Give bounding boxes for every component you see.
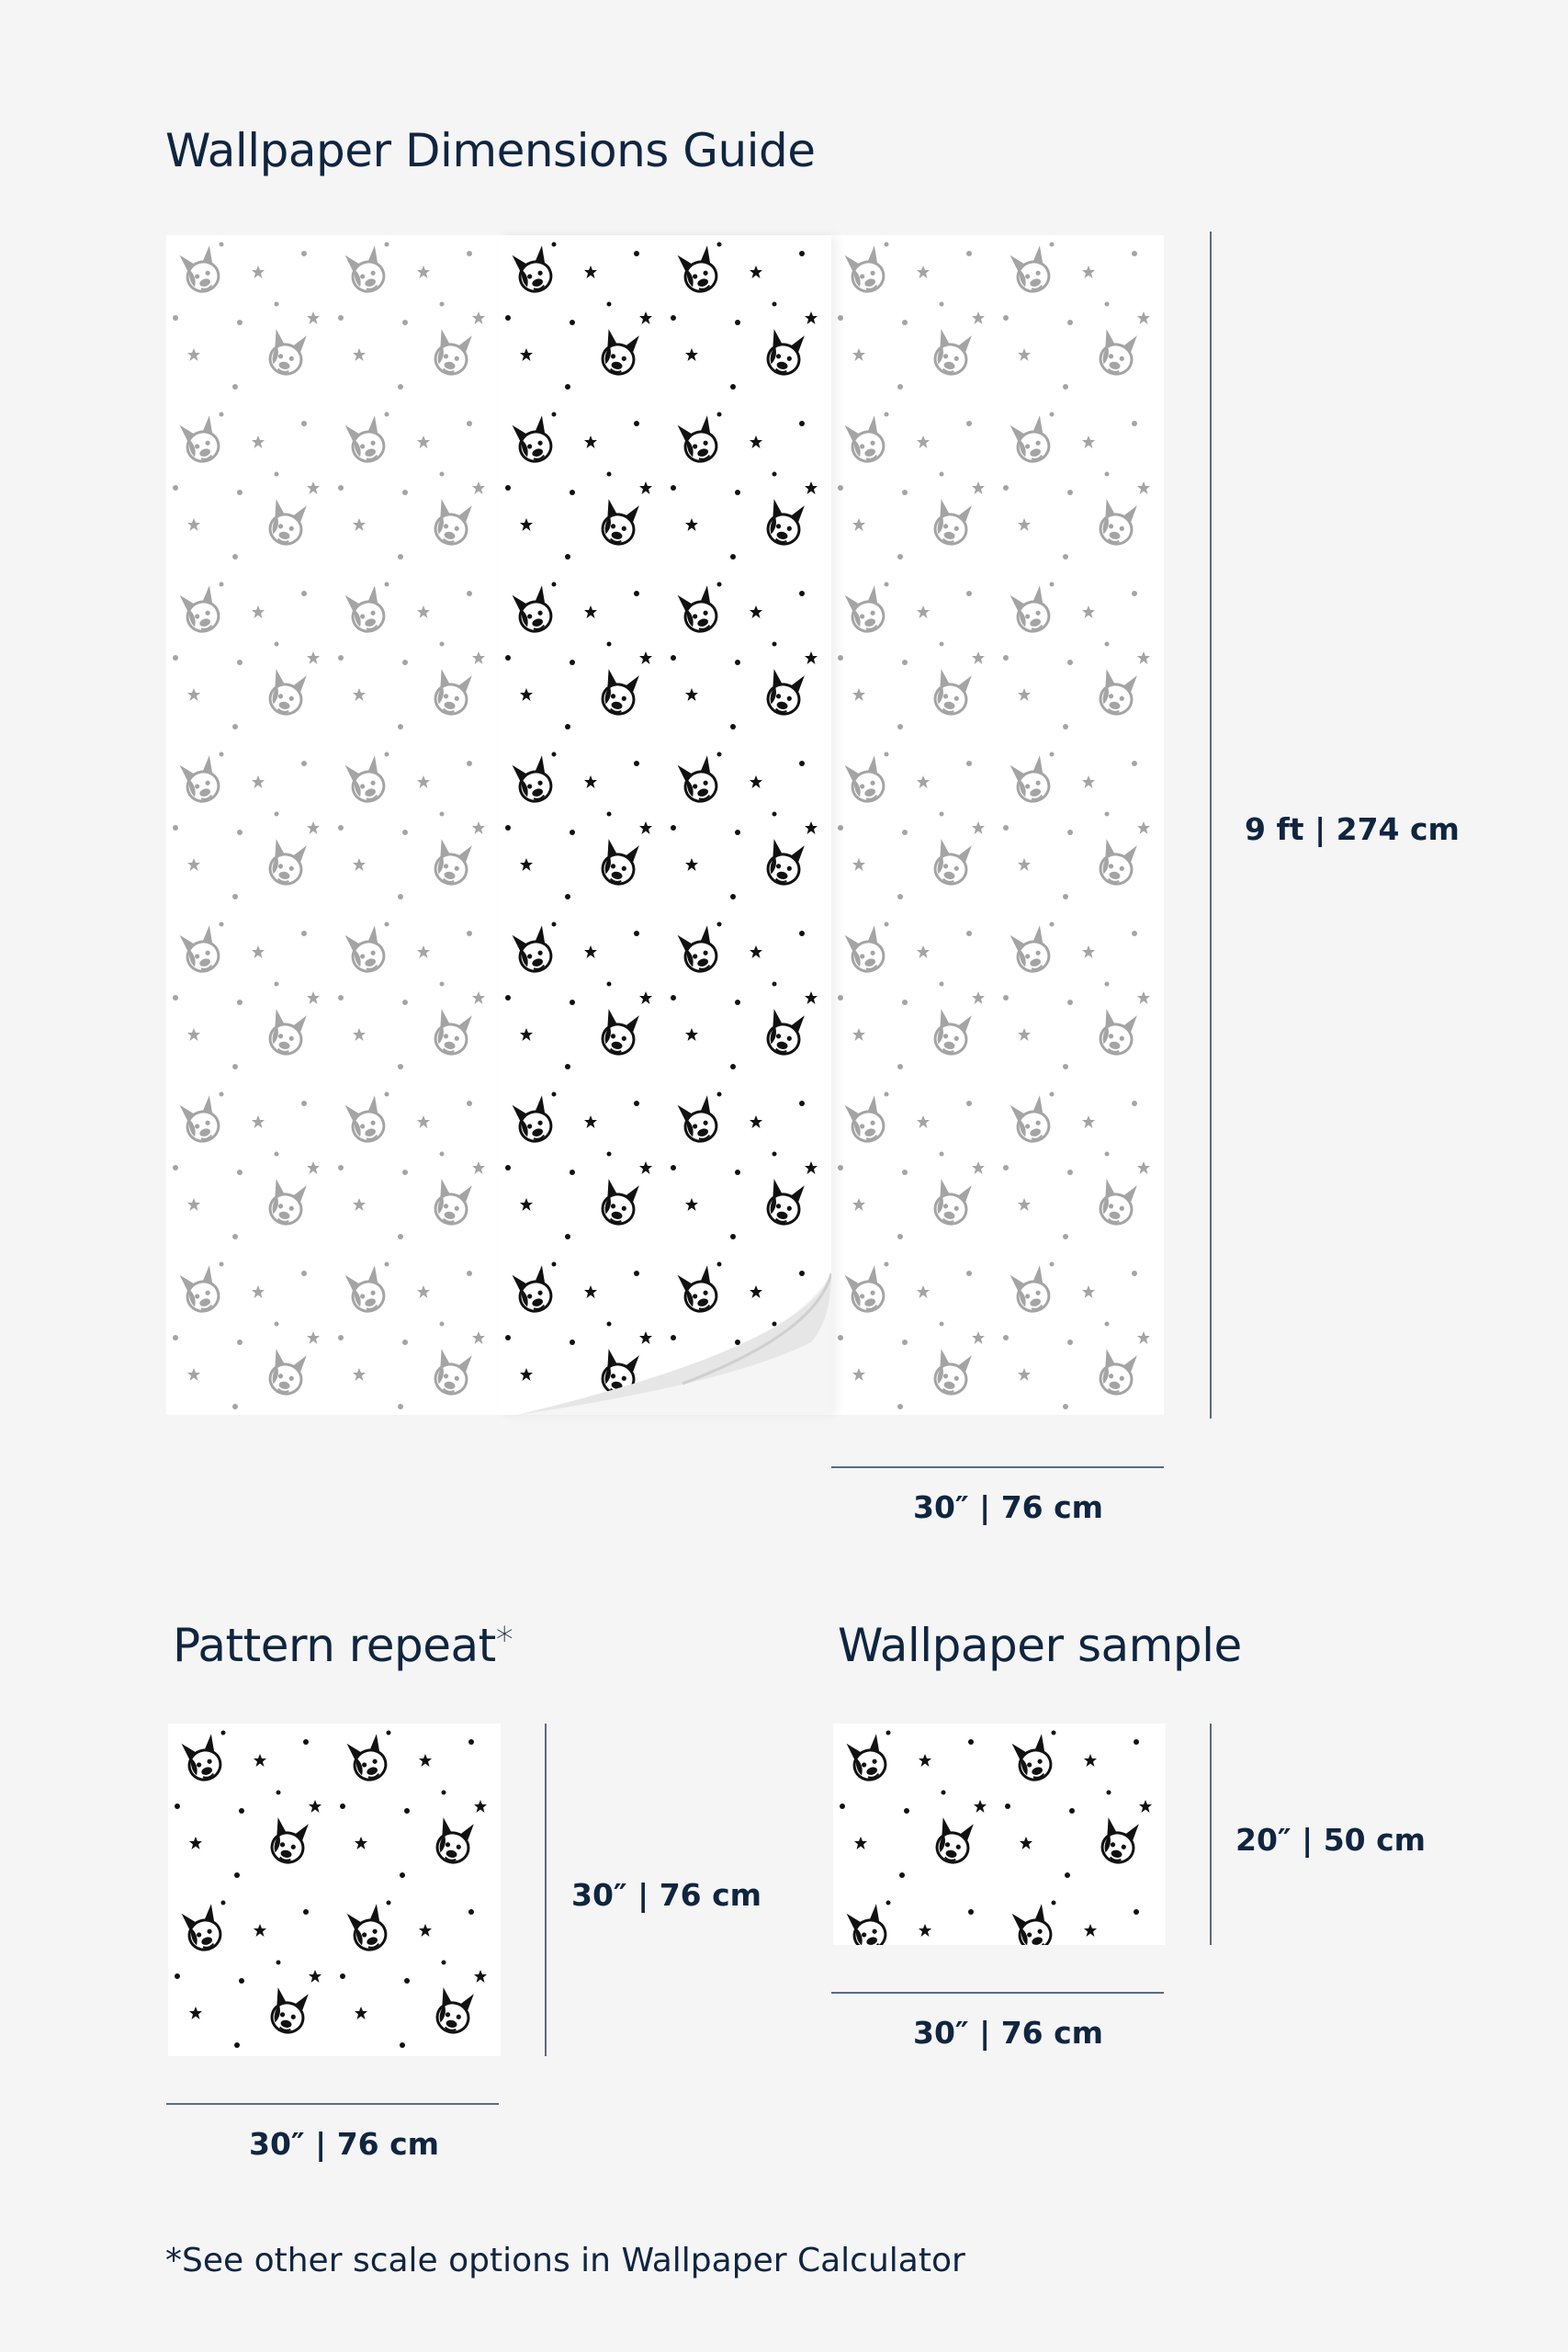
pattern-height-label: 30″ | 76 cm: [571, 1877, 762, 1913]
pattern-repeat-swatch: [168, 1724, 501, 2056]
footnote: *See other scale options in Wallpaper Calculator: [165, 2242, 965, 2279]
sample-swatch: [833, 1724, 1166, 1945]
wallpaper-panel-right: [831, 235, 1164, 1415]
sample-width-label: 30″ | 76 cm: [913, 2015, 1104, 2051]
sample-height-line: [1210, 1724, 1212, 1945]
french-bulldog-icon: [499, 235, 831, 1415]
pattern-width-label: 30″ | 76 cm: [249, 2126, 440, 2162]
roll-width-label: 30″ | 76 cm: [913, 1489, 1104, 1525]
pattern-height-line: [545, 1724, 547, 2056]
pattern-width-line: [166, 2103, 499, 2105]
french-bulldog-icon: [168, 1724, 501, 2056]
pattern-repeat-heading: Pattern repeat*: [173, 1619, 513, 1672]
roll-width-line: [831, 1466, 1164, 1468]
roll-height-label: 9 ft | 274 cm: [1245, 811, 1460, 847]
french-bulldog-icon: [166, 235, 499, 1415]
french-bulldog-icon: [833, 1724, 1166, 1945]
sample-heading: Wallpaper sample: [838, 1619, 1242, 1672]
wallpaper-panel-left: [166, 235, 499, 1415]
french-bulldog-icon: [831, 235, 1164, 1415]
asterisk: *: [495, 1620, 513, 1660]
sample-height-label: 20″ | 50 cm: [1235, 1822, 1427, 1858]
roll-height-line: [1210, 232, 1212, 1419]
sample-width-line: [831, 1992, 1164, 1994]
wallpaper-panel-center: [499, 235, 831, 1415]
page-title: Wallpaper Dimensions Guide: [165, 124, 816, 177]
